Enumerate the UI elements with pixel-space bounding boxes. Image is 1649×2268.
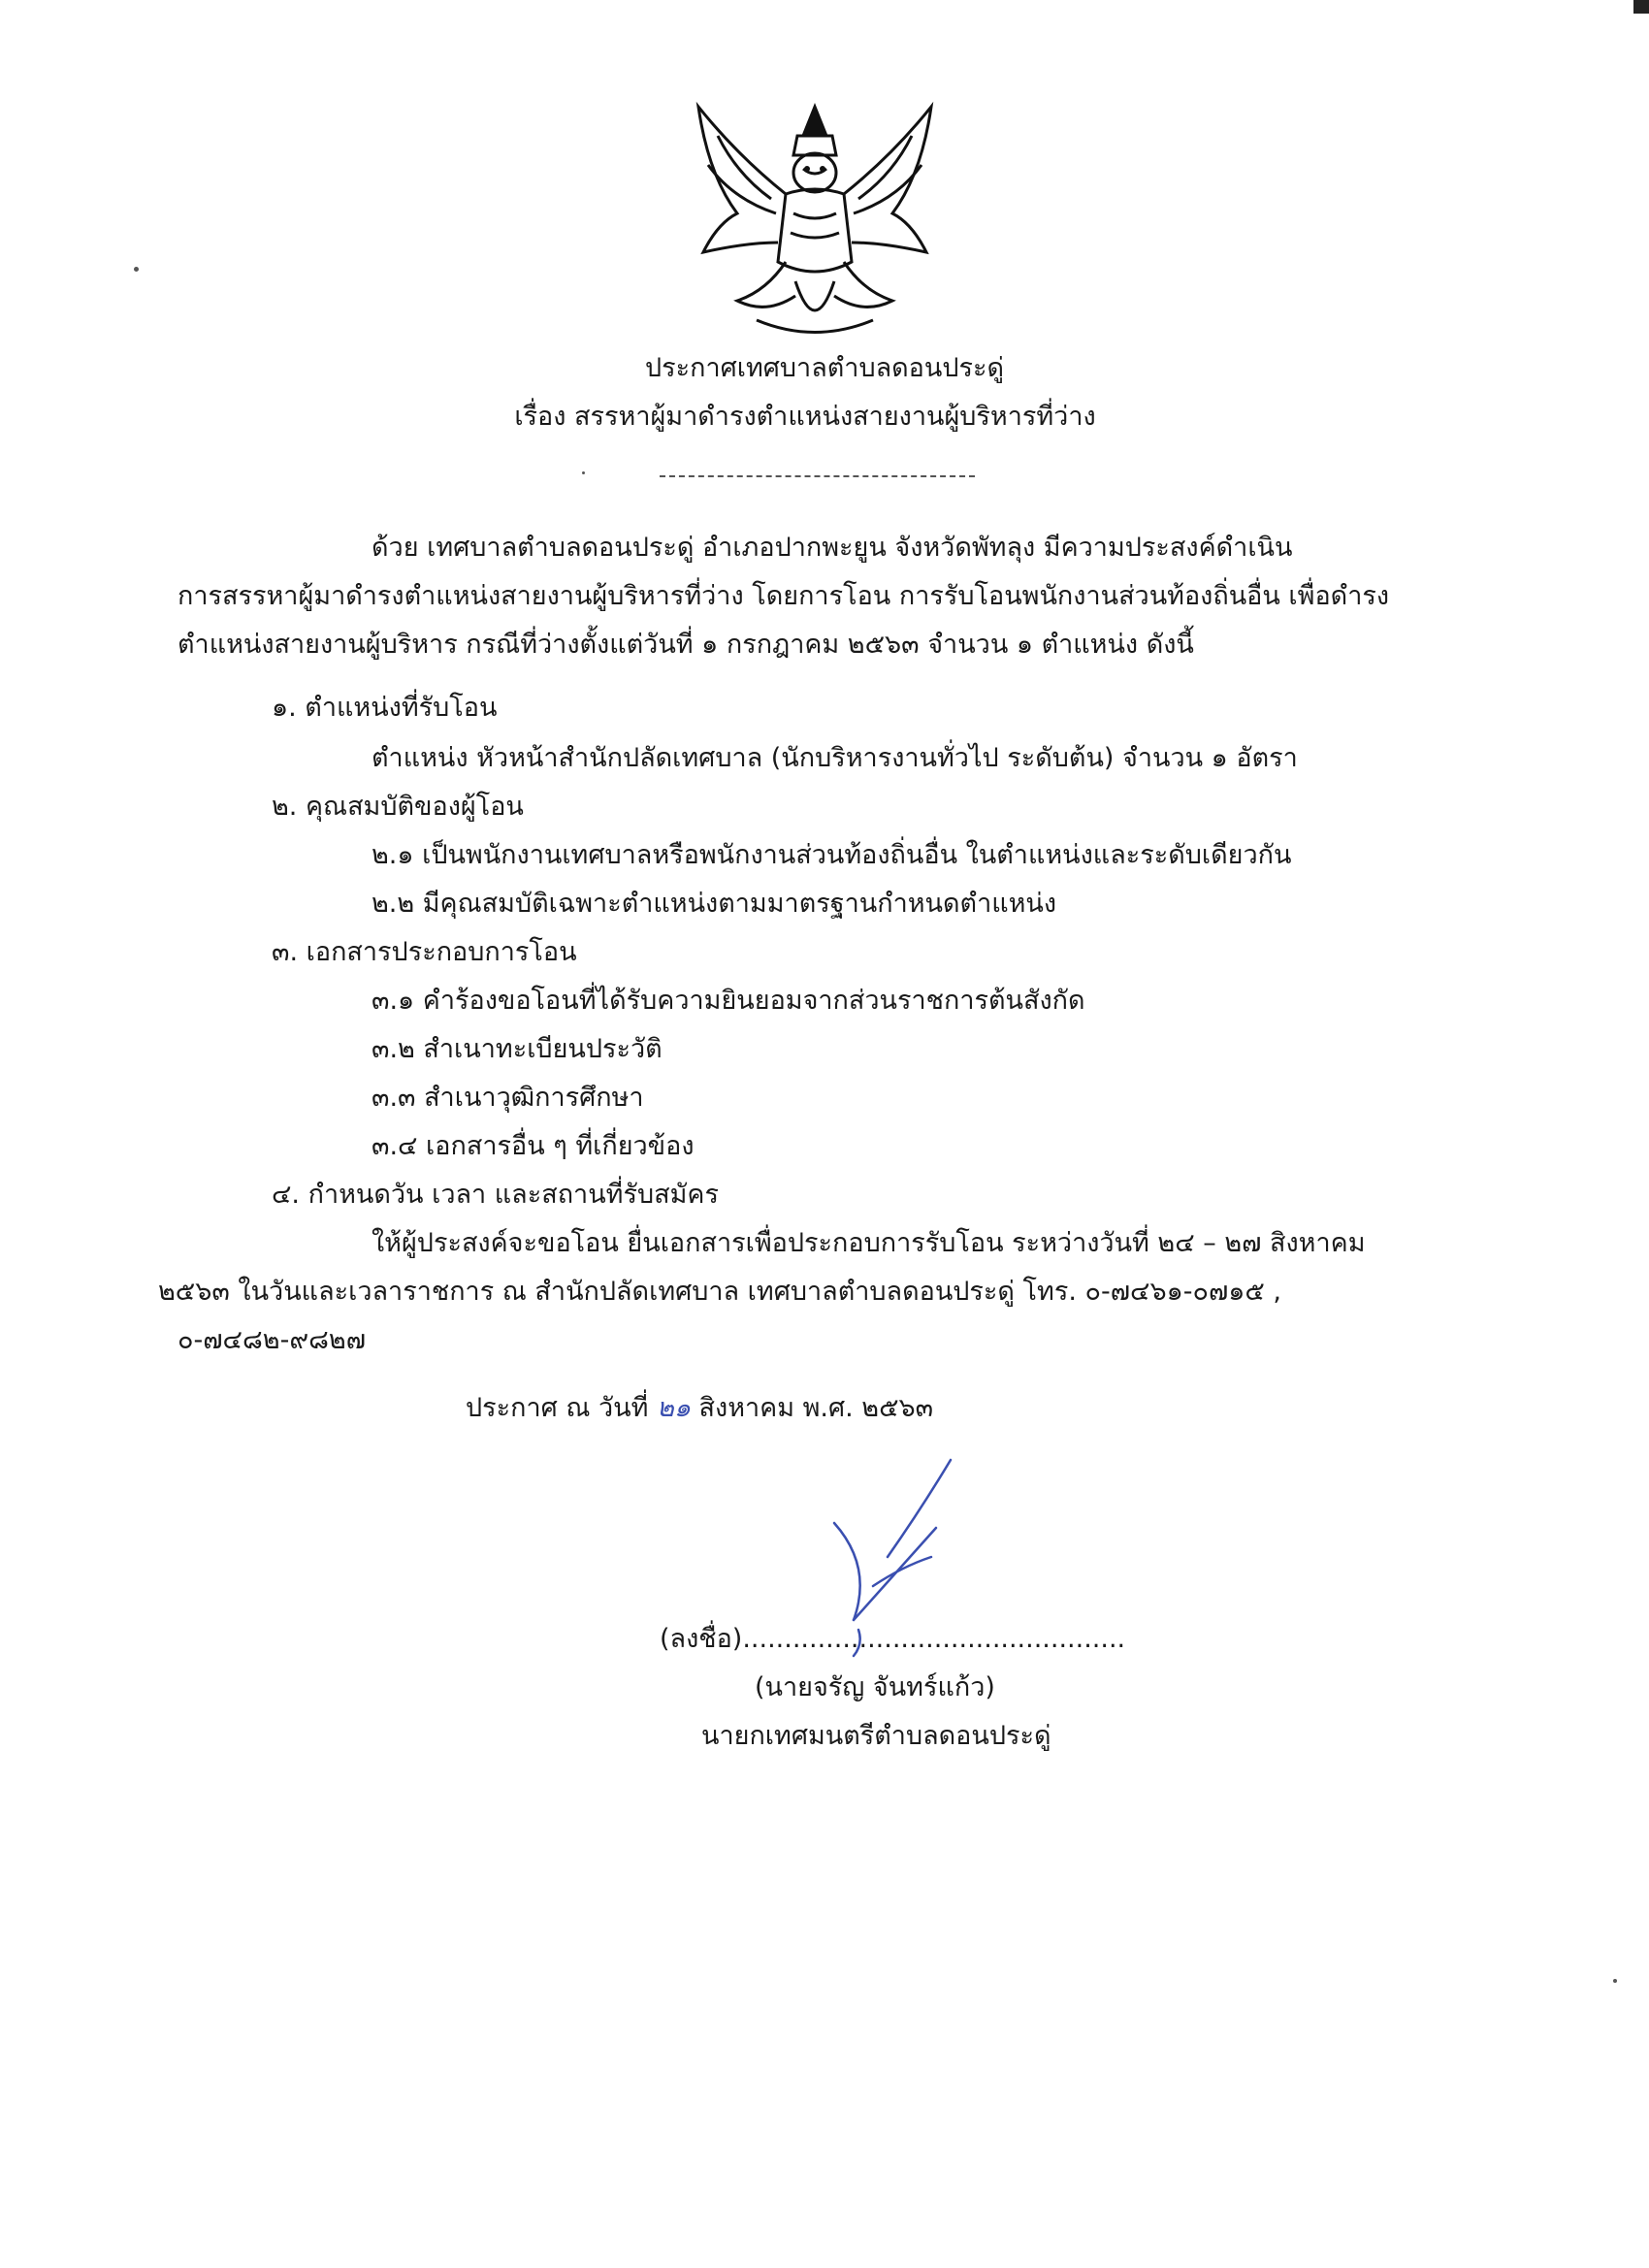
intro-line-2: การสรรหาผู้มาดำรงตำแหน่งสายงานผู้บริหารที่ว่าง โดยการโอน การรับโอนพนักงานส่วนท้องถิ่นอื่น เพื่อดำรง <box>178 581 1390 611</box>
section-3-item-2: ๓.๒ สำเนาทะเบียนประวัติ <box>372 1034 663 1064</box>
intro-line-3: ตำแหน่งสายงานผู้บริหาร กรณีที่ว่างตั้งแต่วันที่ ๑ กรกฎาคม ๒๕๖๓ จำนวน ๑ ตำแหน่ง ดังนี้ <box>178 630 1194 660</box>
announce-date <box>466 1389 933 1428</box>
garuda-emblem-icon <box>679 97 951 349</box>
document-title: ประกาศเทศบาลตำบลดอนประดู่ <box>644 353 1005 383</box>
announce-date-prefix: ประกาศ ณ วันที่ <box>466 1393 649 1423</box>
section-3-heading: ๓. เอกสารประกอบการโอน <box>272 937 577 967</box>
announce-date-suffix: สิงหาคม พ.ศ. ๒๕๖๓ <box>698 1393 934 1423</box>
signer-name: (นายจรัญ จันทร์แก้ว) <box>755 1672 995 1702</box>
section-4-line-1: ให้ผู้ประสงค์จะขอโอน ยื่นเอกสารเพื่อประกอบการรับโอน ระหว่างวันที่ ๒๔ – ๒๗ สิงหาคม <box>372 1228 1366 1258</box>
intro-line-1: ด้วย เทศบาลตำบลดอนประดู่ อำเภอปากพะยูน จังหวัดพัทลุง มีความประสงค์ดำเนิน <box>372 533 1293 563</box>
signer-position: นายกเทศมนตรีตำบลดอนประดู่ <box>701 1721 1051 1751</box>
document-subject: เรื่อง สรรหาผู้มาดำรงตำแหน่งสายงานผู้บริหารที่ว่าง <box>514 402 1096 432</box>
section-2-heading: ๒. คุณสมบัติของผู้โอน <box>272 792 524 822</box>
section-4-line-2: ๒๕๖๓ ในวันและเวลาราชการ ณ สำนักปลัดเทศบาล เทศบาลตำบลดอนประดู่ โทร. ๐-๗๔๖๑-๐๗๑๕ , <box>158 1277 1282 1307</box>
section-3-item-4: ๓.๔ เอกสารอื่น ๆ ที่เกี่ยวข้อง <box>372 1131 695 1161</box>
signature-line: (ลงชื่อ).............................................. <box>660 1624 1126 1654</box>
title-divider <box>660 475 975 477</box>
section-4-heading: ๔. กำหนดวัน เวลา และสถานที่รับสมัคร <box>272 1180 719 1210</box>
section-2-item-1: ๒.๑ เป็นพนักงานเทศบาลหรือพนักงานส่วนท้องถิ่นอื่น ในตำแหน่งและระดับเดียวกัน <box>372 840 1292 870</box>
scan-speck <box>1613 1979 1617 1983</box>
section-3-item-3: ๓.๓ สำเนาวุฒิการศึกษา <box>372 1083 644 1113</box>
section-3-item-1: ๓.๑ คำร้องขอโอนที่ได้รับความยินยอมจากส่วนราชการต้นสังกัด <box>372 986 1085 1016</box>
section-1-heading: ๑. ตำแหน่งที่รับโอน <box>272 693 498 723</box>
section-2-item-2: ๒.๒ มีคุณสมบัติเฉพาะตำแหน่งตามมาตรฐานกำหนดตำแหน่ง <box>372 889 1057 919</box>
section-1-body: ตำแหน่ง หัวหน้าสำนักปลัดเทศบาล (นักบริหารงานทั่วไป ระดับต้น) จำนวน ๑ อัตรา <box>372 743 1298 773</box>
section-4-line-3: ๐-๗๔๘๒-๙๘๒๗ <box>178 1325 367 1355</box>
scan-edge-mark <box>1633 0 1649 14</box>
announce-date-day: ๒๑ <box>657 1393 691 1423</box>
scan-speck <box>134 267 139 272</box>
scan-speck <box>582 471 585 474</box>
